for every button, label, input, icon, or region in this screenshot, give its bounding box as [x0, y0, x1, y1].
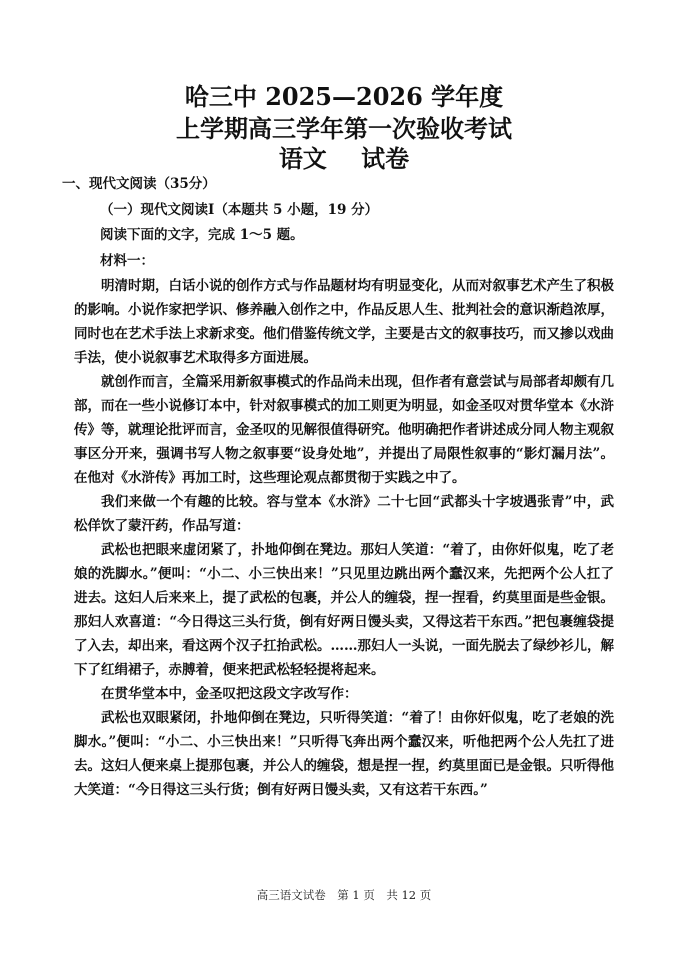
paragraph-1: 明清时期，白话小说的创作方式与作品题材均有明显变化，从而对叙事艺术产生了积极的影响。小说作家把学识、修养融入创作之中，作品反思人生、批判社会的意识渐趋浓厚，同时也在艺术手法上求新求变。他们借鉴传统文学，主要是古文的叙事技巧，而又掺以戏曲手法，使小说叙事艺术取得多方面进展。 [74, 278, 614, 366]
page-footer: 高三语文试卷 第 1 页 共 12 页 [256, 888, 432, 902]
school-term-title: 哈三中 2025—2026 学年度 [184, 82, 504, 111]
quote-revised: 武松也双眼紧闭，扑地仰倒在凳边，只听得笑道：“着了！由你奸似鬼，吃了老娘的洗脚水。”便叫：“小二、小三快出来！”只听得飞奔出两个蠢汉来，听他把两个公人先扛了进去。这妇人便来桌上提那包裹，并公人的缠袋，想是捏一捏，约莫里面已是金银。只听得他大笑道：“今日得这三头行货；倒有好两日馒头卖，又有这若干东西。” [74, 710, 614, 798]
paragraph-4: 在贯华堂本中，金圣叹把这段文字改写作： [101, 686, 358, 702]
subject-title: 语文 试卷 [278, 144, 410, 173]
exam-name-title: 上学期高三学年第一次验收考试 [176, 114, 512, 143]
paragraph-3: 我们来做一个有趣的比较。容与堂本《水浒》二十七回“武都头十字坡遇张青”中，武松佯饮了蒙汗药，作品写道： [74, 494, 614, 534]
passage-body [74, 274, 614, 802]
quote-original: 武松也把眼来虚闭紧了，扑地仰倒在凳边。那妇人笑道：“着了，由你奸似鬼，吃了老娘的洗脚水。”便叫：“小二、小三快出来！”只见里边跳出两个蠢汉来，先把两个公人扛了进去。这妇人后来来上，提了武松的包裹，并公人的缠袋，捏一捏看，约莫里面是些金银。那妇人欢喜道：“今日得这三头行货，倒有好两日馒头卖，又得这若干东西。”把包裹缠袋提了入去，却出来，看这两个汉子扛抬武松。……那妇人一头说，一面先脱去了绿纱衫儿，解下了红绢裙子，赤膊着，便来把武松轻轻提将起来。 [74, 542, 614, 678]
sub-section-heading: （一）现代文阅读Ⅰ（本题共 5 小题，19 分） [100, 202, 379, 218]
paragraph-2: 就创作而言，全篇采用新叙事模式的作品尚未出现，但作者有意尝试与局部者却颇有几部，而在一些小说修订本中，针对叙事模式的加工则更为明显，如金圣叹对贯华堂本《水浒传》等，就理论批评而言，金圣叹的见解很值得研究。他明确把作者讲述成分同人物主观叙事区分开来，强调书写人物之叙事要“设身处地”，并提出了局限性叙事的“影灯漏月法”。在他对《水浒传》再加工时，这些理论观点都贯彻于实践之中了。 [74, 374, 614, 486]
material-label: 材料一： [100, 253, 154, 269]
section-heading: 一、现代文阅读（35分） [62, 176, 216, 192]
reading-instruction: 阅读下面的文字，完成 1～5 题。 [100, 227, 304, 243]
